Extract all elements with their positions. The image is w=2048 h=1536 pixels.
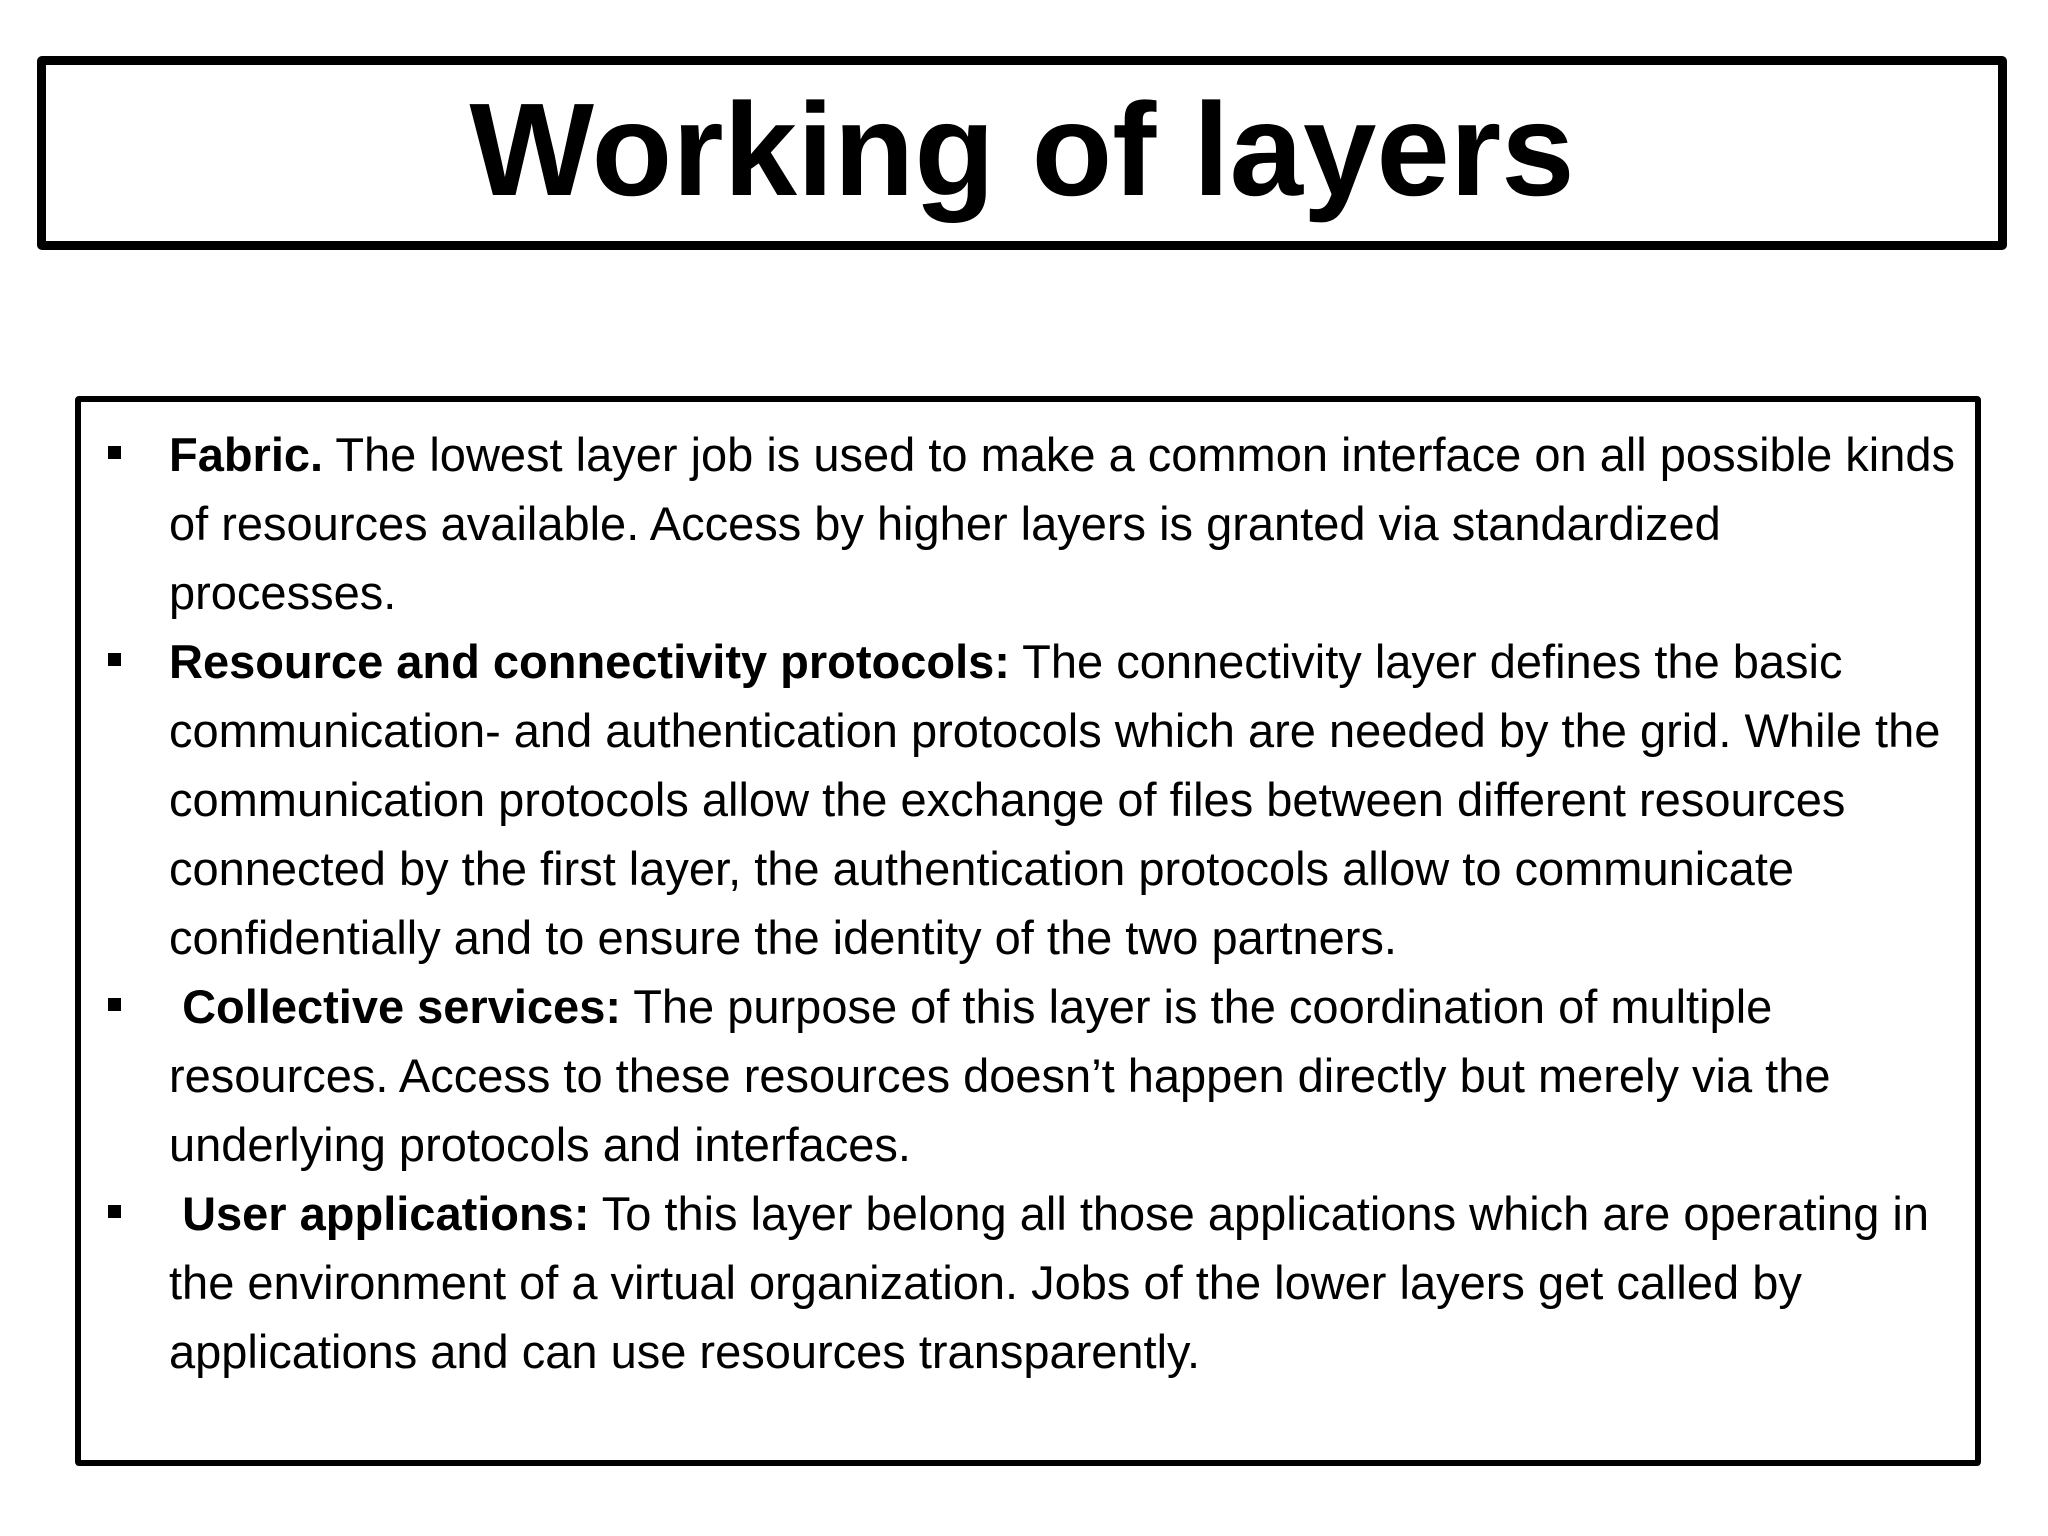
bullet-label: Collective services:: [182, 980, 621, 1033]
title-frame: [37, 56, 2007, 250]
bullet-text: To this layer belong all those applications which are operating in the environment of a virtual organization. Jobs of the lower layers get called by applications and can use resources transparently.: [169, 1187, 1929, 1378]
square-bullet-icon: [108, 998, 121, 1011]
bullet-text: The purpose of this layer is the coordination of multiple resources. Access to these resources doesn’t happen directly but merely via the underlying protocols and interfaces.: [169, 980, 1831, 1171]
content-frame: [75, 396, 1981, 1466]
bullet-item-fabric: [81, 420, 1975, 627]
bullet-item-user-applications: [81, 1179, 1975, 1386]
square-bullet-icon: [108, 446, 121, 459]
bullet-label: Fabric.: [169, 428, 324, 481]
square-bullet-icon: [108, 653, 121, 666]
square-bullet-icon: [108, 1205, 121, 1218]
bullet-text: The lowest layer job is used to make a common interface on all possible kinds of resources available. Access by higher layers is granted via standardized processes.: [169, 428, 1956, 619]
bullet-item-collective-services: [81, 972, 1975, 1179]
bullet-label: Resource and connectivity protocols:: [169, 635, 1010, 688]
bullet-item-resource-connectivity: [81, 627, 1975, 972]
bullet-list: [81, 420, 1975, 1386]
bullet-label: User applications:: [182, 1187, 590, 1240]
bullet-text: The connectivity layer defines the basic communication- and authentication protocols which are needed by the grid. While the communication protocols allow the exchange of files between different resources connected by the first layer, the authentication protocols allow to communicate confidentially and to ensure the identity of the two partners.: [169, 635, 1941, 964]
slide-title: Working of layers: [469, 76, 1575, 223]
